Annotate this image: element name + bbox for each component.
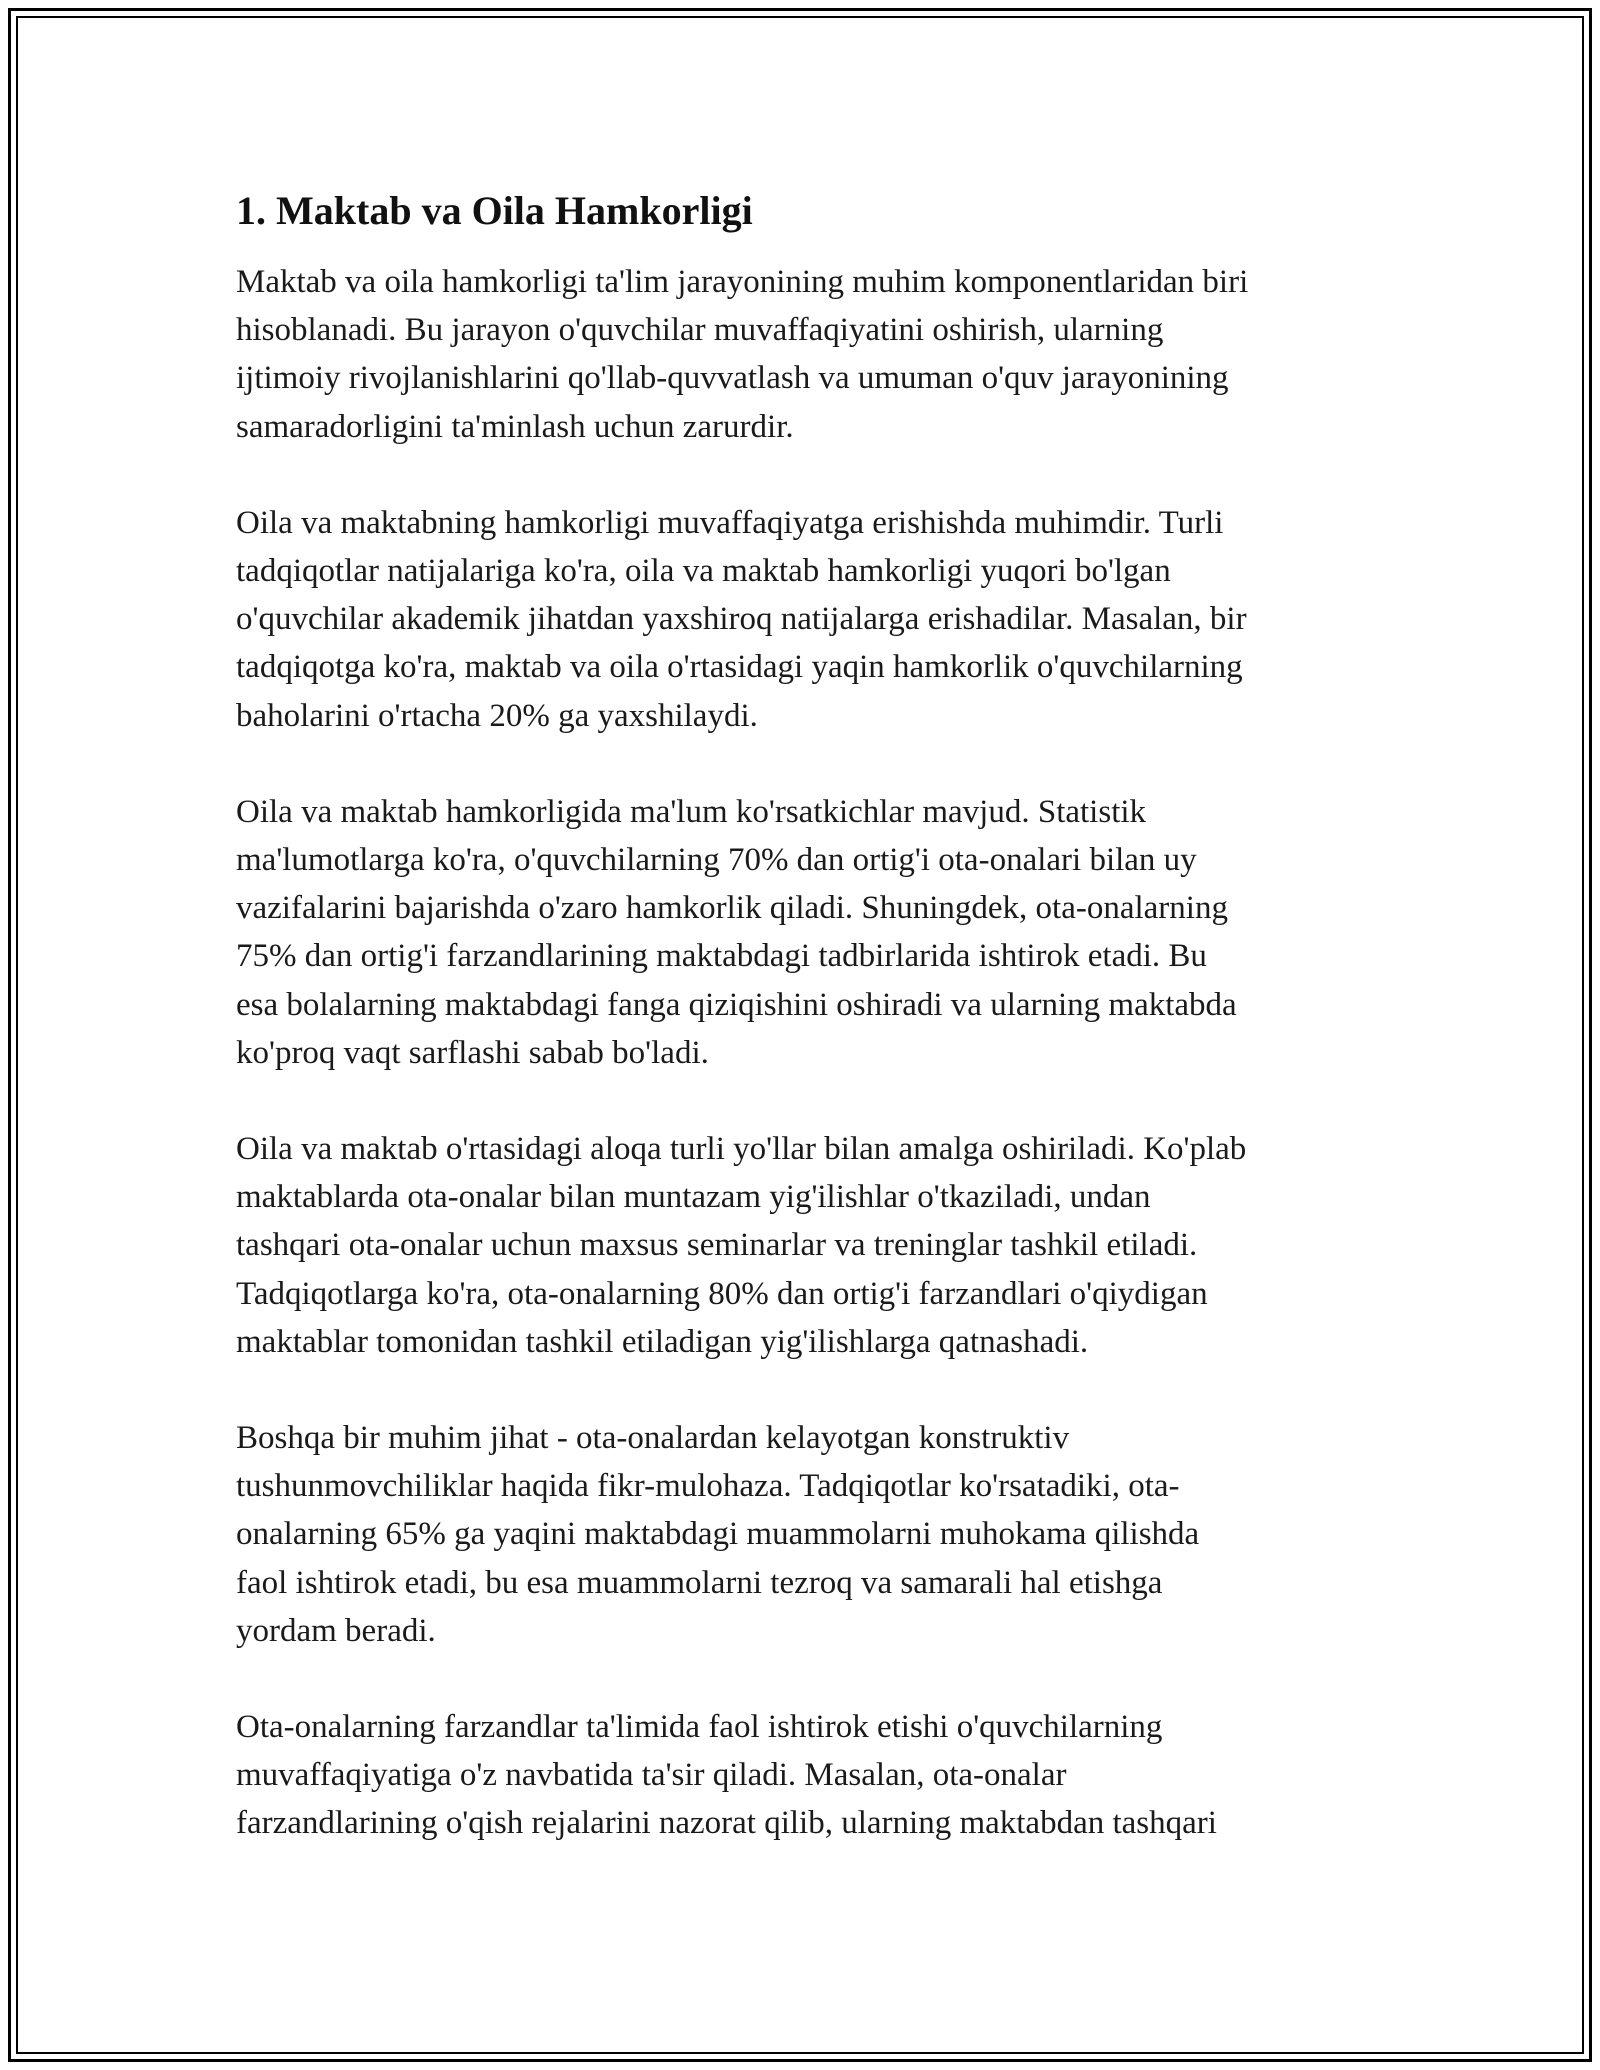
- text-line: esa bolalarning maktabdagi fanga qiziqishini oshiradi va ularning maktabda: [236, 986, 1237, 1023]
- text-line: ma'lumotlarga ko'ra, o'quvchilarning 70% dan ortig'i ota-onalari bilan uy: [236, 842, 1197, 879]
- text-line: ko'proq vaqt sarflashi sabab bo'ladi.: [236, 1034, 709, 1071]
- text-line: vazifalarini bajarishda o'zaro hamkorlik qiladi. Shuningdek, ota-onalarning: [236, 890, 1228, 927]
- text-line: muvaffaqiyatiga o'z navbatida ta'sir qiladi. Masalan, ota-onalar: [236, 1757, 1067, 1794]
- paragraph: [236, 1703, 1366, 1848]
- paragraph: [236, 1414, 1366, 1655]
- text-line: Oila va maktab o'rtasidagi aloqa turli yo'llar bilan amalga oshiriladi. Ko'plab: [236, 1131, 1247, 1168]
- text-line: samaradorligini ta'minlash uchun zarurdir.: [236, 408, 794, 445]
- text-line: ijtimoiy rivojlanishlarini qo'llab-quvvatlash va umuman o'quv jarayonining: [236, 360, 1229, 397]
- document-body: [236, 186, 1366, 1896]
- text-line: 75% dan ortig'i farzandlarining maktabdagi tadbirlarida ishtirok etadi. Bu: [236, 938, 1207, 975]
- text-line: maktablarda ota-onalar bilan muntazam yig'ilishlar o'tkaziladi, undan: [236, 1179, 1151, 1216]
- text-line: Boshqa bir muhim jihat - ota-onalardan kelayotgan konstruktiv: [236, 1420, 1070, 1457]
- text-line: baholarini o'rtacha 20% ga yaxshilaydi.: [236, 697, 758, 734]
- paragraph: [236, 788, 1366, 1077]
- text-line: o'quvchilar akademik jihatdan yaxshiroq natijalarga erishadilar. Masalan, bir: [236, 601, 1247, 638]
- text-line: Oila va maktabning hamkorligi muvaffaqiyatga erishishda muhimdir. Turli: [236, 504, 1224, 541]
- text-line: farzandlarining o'qish rejalarini nazorat qilib, ularning maktabdan tashqari: [236, 1805, 1217, 1842]
- text-line: Oila va maktab hamkorligida ma'lum ko'rsatkichlar mavjud. Statistik: [236, 793, 1147, 830]
- text-line: Ota-onalarning farzandlar ta'limida faol ishtirok etishi o'quvchilarning: [236, 1709, 1163, 1746]
- section-heading: 1. Maktab va Oila Hamkorligi: [236, 188, 753, 233]
- text-line: yordam beradi.: [236, 1612, 436, 1649]
- text-line: tushunmovchiliklar haqida fikr-mulohaza. Tadqiqotlar ko'rsatadiki, ota-: [236, 1468, 1180, 1505]
- text-line: tadqiqotga ko'ra, maktab va oila o'rtasidagi yaqin hamkorlik o'quvchilarning: [236, 649, 1243, 686]
- paragraph: [236, 1125, 1366, 1366]
- text-line: onalarning 65% ga yaqini maktabdagi muammolarni muhokama qilishda: [236, 1516, 1200, 1553]
- text-line: Tadqiqotlarga ko'ra, ota-onalarning 80% dan ortig'i farzandlari o'qiydigan: [236, 1275, 1208, 1312]
- text-line: faol ishtirok etadi, bu esa muammolarni tezroq va samarali hal etishga: [236, 1564, 1163, 1601]
- text-line: tadqiqotlar natijalariga ko'ra, oila va maktab hamkorligi yuqori bo'lgan: [236, 553, 1171, 590]
- text-line: tashqari ota-onalar uchun maxsus seminarlar va treninglar tashkil etiladi.: [236, 1227, 1198, 1264]
- paragraph: [236, 258, 1366, 451]
- text-line: Maktab va oila hamkorligi ta'lim jarayonining muhim komponentlaridan biri: [236, 264, 1249, 300]
- text-line: hisoblanadi. Bu jarayon o'quvchilar muvaffaqiyatini oshirish, ularning: [236, 312, 1164, 349]
- paragraph: [236, 499, 1366, 740]
- text-line: maktablar tomonidan tashkil etiladigan yig'ilishlarga qatnashadi.: [236, 1323, 1089, 1360]
